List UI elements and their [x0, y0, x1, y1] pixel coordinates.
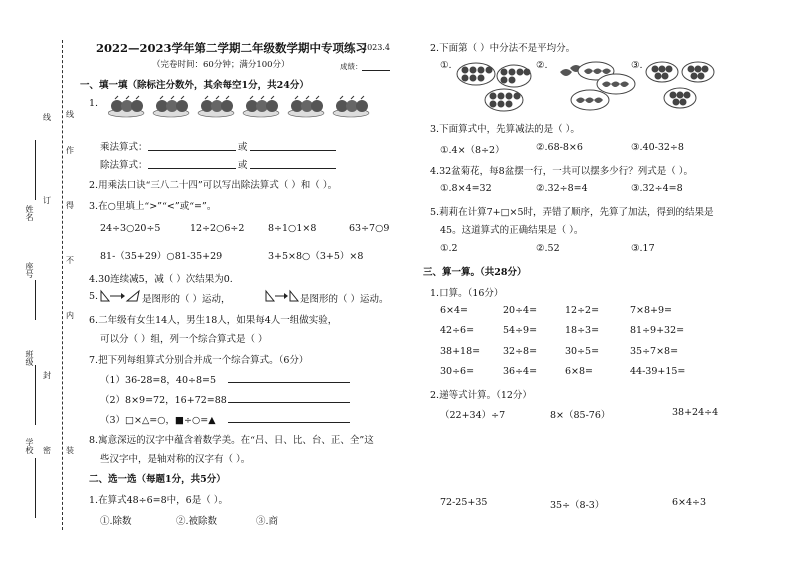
binding-char: 作	[66, 146, 74, 155]
s2-q2-option[interactable]: ②.	[536, 60, 548, 71]
oral-item: 54÷9=	[503, 325, 538, 336]
grouping-option-3	[646, 62, 714, 108]
q5-shape-rotate-icon	[264, 289, 300, 303]
s2-q1-option[interactable]: ①.除数	[100, 516, 132, 527]
s2-q3-text: 3.下面算式中，先算减法的是（ ）。	[430, 124, 580, 135]
s3-sub2: 2.递等式计算。（12分）	[430, 390, 532, 401]
q3-item: 63÷7○9	[349, 223, 390, 234]
grouping-option-2	[560, 62, 635, 110]
q5-text-2: 是图形的（ ）运动。	[300, 294, 389, 305]
oral-item: 20÷4=	[503, 305, 538, 316]
q3-item: 24÷3○20÷5	[100, 223, 161, 234]
q1-mult-label: 乘法算式：	[100, 142, 148, 153]
q1-mult-blank-1[interactable]	[148, 150, 236, 151]
binding-char: 内	[66, 311, 74, 320]
oral-item: 6×8=	[565, 366, 594, 377]
score-label: 成绩：	[340, 62, 363, 71]
s2-q2-option[interactable]: ③.	[631, 60, 643, 71]
q7-answer-line[interactable]	[228, 422, 350, 423]
section3-heading: 三、算一算。（共28分）	[423, 267, 527, 278]
q5-text-1: 是图形的（ ）运动，	[142, 294, 231, 305]
q7-answer-line[interactable]	[228, 382, 350, 383]
q8-line-2: 些汉字中，是轴对称的汉字有（ ）。	[100, 454, 251, 465]
q5-number: 5.	[89, 291, 99, 302]
s2-q4-text: 4.32盆菊花，每8盆摆一行，一共可以摆多少行？列式是（ ）。	[430, 166, 693, 177]
q1-number: 1.	[89, 98, 99, 109]
oral-item: 30÷6=	[440, 366, 475, 377]
q8-line-1: 8.寓意深远的汉字中蕴含着数学美。在“吕、日、比、台、正、全”这	[89, 435, 374, 446]
oral-item: 81÷9+32=	[630, 325, 685, 336]
oral-item: 18÷3=	[565, 325, 600, 336]
q7-item: （1）36-28=8，40÷8=5	[100, 375, 217, 386]
s2-q4-option[interactable]: ①.8×4=32	[440, 183, 492, 194]
calc-item: 35÷（8-3）	[550, 500, 605, 511]
name-line	[35, 140, 36, 200]
s2-q2-option[interactable]: ①.	[440, 60, 452, 71]
oral-item: 42÷6=	[440, 325, 475, 336]
school-label: 学校	[25, 438, 34, 454]
s2-q3-option[interactable]: ①.4×（8÷2）	[440, 145, 505, 156]
q1-mult-blank-2[interactable]	[250, 150, 336, 151]
class-line	[35, 365, 36, 425]
oral-item: 44-39+15=	[630, 366, 686, 377]
q1-or-2: 或	[238, 160, 248, 171]
q3-item: 12÷2○6÷2	[190, 223, 245, 234]
q2-text: 2.用乘法口诀“三八二十四”可以写出除法算式（ ）和（ ）。	[89, 180, 338, 191]
oral-item: 12÷2=	[565, 305, 600, 316]
q7-answer-line[interactable]	[228, 402, 350, 403]
q5-shape-translate-icon	[99, 289, 141, 303]
binding-char: 不	[66, 256, 74, 265]
binding-char: 得	[66, 201, 74, 210]
s2-q4-option[interactable]: ③.32÷4=8	[631, 183, 683, 194]
exam-subtitle: （完卷时间：60分钟；满分100分）	[152, 60, 290, 70]
s2-q1-option[interactable]: ③.商	[256, 516, 279, 527]
q3-item: 3+5×8○（3+5）×8	[268, 251, 364, 262]
q6-line-2: 可以分（ ）组，列一个综合算式是（ ）	[100, 334, 268, 345]
binding-text-top: 线	[66, 110, 74, 119]
exam-date: 2023.4	[362, 43, 390, 52]
s2-q3-option[interactable]: ③.40-32÷8	[631, 142, 684, 153]
s2-q2-grouping-diagram	[452, 58, 752, 114]
oral-item: 35÷7×8=	[630, 346, 679, 357]
fruit-plate	[108, 96, 144, 117]
oral-item: 32÷8=	[503, 346, 538, 357]
q7-item: （3）□×△=○，■÷○=▲	[100, 415, 216, 426]
class-label: 班级	[25, 350, 34, 366]
page-title: 2022—2023学年第二学期二年级数学期中专项练习	[96, 41, 368, 55]
section1-heading: 一、填一填（除标注分数外，其余每空1分，共24分）	[80, 80, 309, 91]
oral-item: 7×8+9=	[630, 305, 673, 316]
binding-char: 装	[66, 446, 74, 455]
oral-item: 38+18=	[440, 346, 481, 357]
q3-item: 81-（35+29）○81-35+29	[100, 251, 223, 262]
s2-q5-line-2: 45。这道算式的正确结果是（ ）。	[440, 225, 584, 236]
binding-dashed-line	[62, 40, 63, 530]
q4-text: 4.30连续减5，减（ ）次结果为0.	[89, 274, 233, 285]
q1-div-label: 除法算式：	[100, 160, 148, 171]
grouping-option-1	[457, 63, 531, 111]
s2-q4-option[interactable]: ②.32÷8=4	[536, 183, 588, 194]
seat-label: 座号	[25, 262, 34, 278]
calc-item: 8×（85-76）	[550, 410, 611, 421]
school-line	[35, 458, 36, 518]
oral-item: 6×4=	[440, 305, 469, 316]
fruit-plate	[198, 96, 234, 117]
q3-text: 3.在○里填上“>”“<”或“=”。	[89, 201, 217, 212]
seat-line	[35, 280, 36, 320]
fruit-plate	[153, 96, 189, 117]
s2-q5-line-1: 5.莉莉在计算7+□×5时，弄错了顺序，先算了加法，得到的结果是	[430, 207, 714, 218]
binding-char: 密	[43, 446, 51, 455]
calc-item: （22+34）÷7	[440, 410, 506, 421]
s2-q1-option[interactable]: ②.被除数	[176, 516, 218, 527]
fruit-plate	[333, 96, 369, 117]
q3-item: 8÷1○1×8	[268, 223, 317, 234]
fruit-group-illustration	[108, 93, 370, 119]
q6-line-1: 6.二年级有女生14人，男生18人，如果每4人一组做实验，	[89, 315, 338, 326]
q7-item: （2）8×9=72，16+72=88	[100, 395, 227, 406]
binding-char: 封	[43, 371, 51, 380]
oral-item: 36÷4=	[503, 366, 538, 377]
q1-div-blank-2[interactable]	[250, 168, 336, 169]
s3-sub1: 1.口算。（16分）	[430, 288, 504, 299]
s2-q2-text: 2.下面第（ ）中分法不是平均分。	[430, 43, 576, 54]
fruit-plate	[243, 96, 279, 117]
calc-item: 6×4÷3	[672, 497, 707, 508]
binding-char: 订	[43, 196, 51, 205]
binding-char: 线	[43, 113, 51, 122]
s2-q1-text: 1.在算式48÷6=8中，6是（ ）。	[89, 495, 228, 506]
fruit-plate	[288, 96, 324, 117]
oral-item: 30÷5=	[565, 346, 600, 357]
section2-heading: 二、选一选（每题1分，共5分）	[89, 474, 226, 485]
calc-item: 72-25+35	[440, 497, 488, 508]
s2-q5-option[interactable]: ①.2	[440, 243, 458, 254]
s2-q5-option[interactable]: ②.52	[536, 243, 560, 254]
s2-q5-option[interactable]: ③.17	[631, 243, 655, 254]
q1-div-blank-1[interactable]	[148, 168, 236, 169]
score-line	[362, 70, 390, 71]
q7-text: 7.把下列每组算式分别合并成一个综合算式。（6分）	[89, 355, 309, 366]
q1-or-1: 或	[238, 142, 248, 153]
s2-q3-option[interactable]: ②.68-8×6	[536, 142, 583, 153]
calc-item: 38+24÷4	[672, 407, 719, 418]
name-label: 姓名	[25, 205, 34, 221]
